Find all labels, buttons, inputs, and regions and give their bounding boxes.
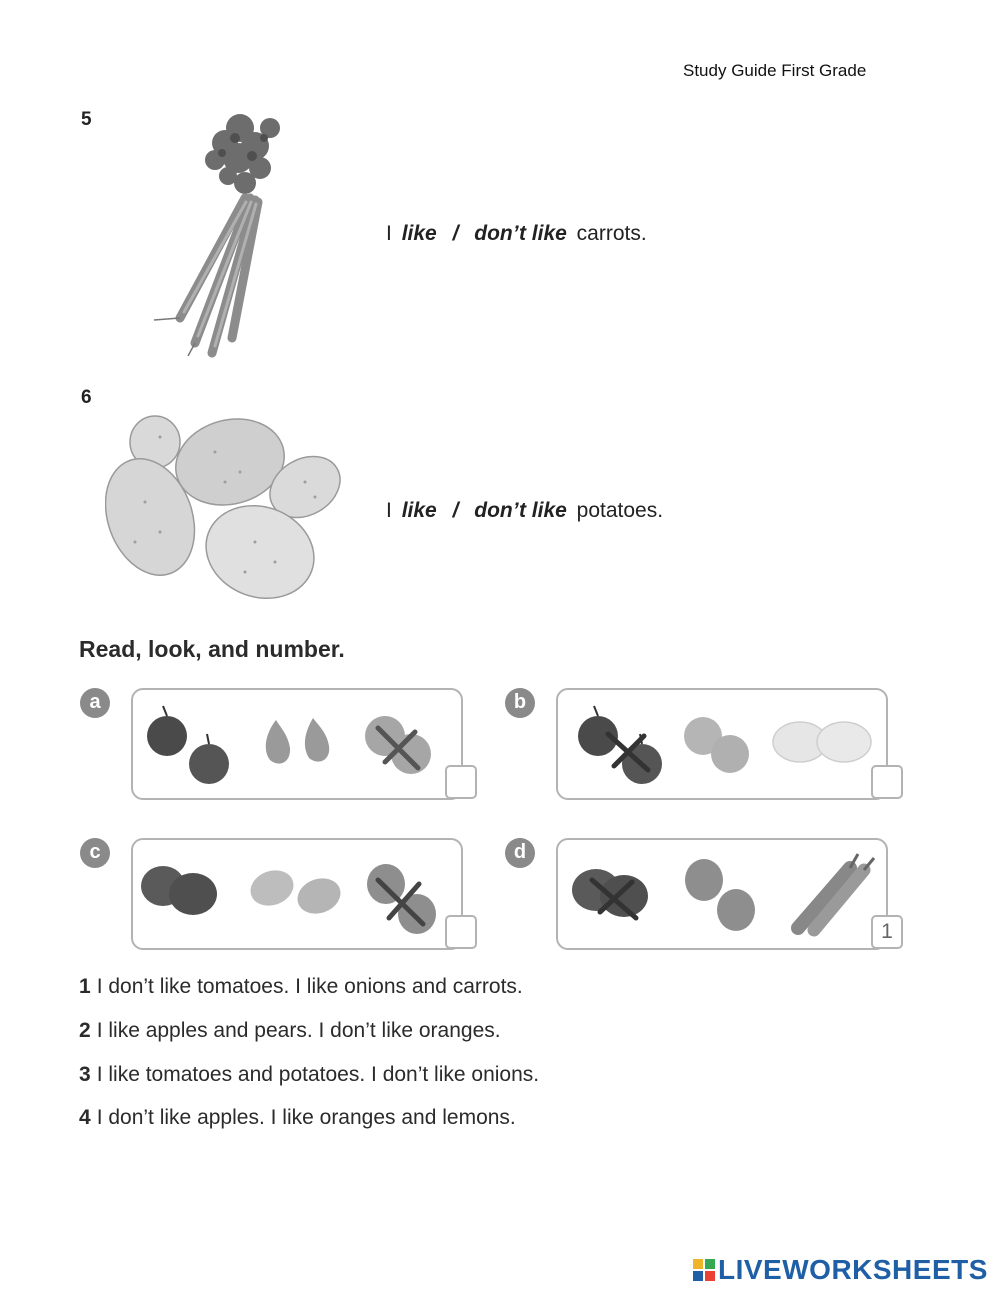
apples-pears-oranges-crossed — [133, 690, 461, 798]
liveworksheets-logo[interactable] — [693, 1254, 988, 1286]
object-word: potatoes. — [576, 499, 664, 522]
sentence-6 — [386, 499, 663, 523]
logo-mark-icon — [693, 1259, 715, 1281]
question-number-6: 6 — [81, 387, 92, 408]
logo-text: LIVEWORKSHEETS — [718, 1254, 988, 1285]
pronoun: I — [386, 499, 392, 522]
pronoun: I — [386, 222, 392, 245]
tomatoes-potatoes-onions-crossed — [133, 840, 461, 948]
exercise-instruction: Read, look, and number. — [79, 636, 345, 662]
panel-c — [131, 838, 463, 950]
sentence-text: I don’t like tomatoes. I like onions and carrots. — [96, 975, 523, 998]
answer-box-b[interactable] — [871, 765, 903, 799]
sentence-5 — [386, 222, 647, 246]
answer-box-c[interactable] — [445, 915, 477, 949]
carrots-image — [140, 98, 320, 360]
panel-d — [556, 838, 888, 950]
sentence-text: I like apples and pears. I don’t like oranges. — [96, 1019, 501, 1042]
sentence-1 — [79, 975, 523, 999]
sentence-number: 4 — [79, 1106, 91, 1129]
panel-a — [131, 688, 463, 800]
panel-letter-a: a — [80, 688, 110, 718]
object-word: carrots. — [576, 222, 647, 245]
option-like-6[interactable]: like — [401, 499, 437, 522]
answer-box-a[interactable] — [445, 765, 477, 799]
panel-letter-c: c — [80, 838, 110, 868]
sentence-2 — [79, 1019, 501, 1043]
sentence-number: 1 — [79, 975, 91, 998]
option-dont-like-6[interactable]: don’t like — [474, 499, 567, 522]
answer-box-d[interactable]: 1 — [871, 915, 903, 949]
sentence-4 — [79, 1106, 516, 1130]
sentence-number: 3 — [79, 1063, 91, 1086]
panel-b — [556, 688, 888, 800]
sentence-text: I like tomatoes and potatoes. I don’t like onions. — [96, 1063, 540, 1086]
panel-letter-d: d — [505, 838, 535, 868]
page-header: Study Guide First Grade — [683, 61, 867, 80]
option-like-5[interactable]: like — [401, 222, 437, 245]
apples-crossed-oranges-lemons — [558, 690, 886, 798]
panel-letter-b: b — [505, 688, 535, 718]
option-dont-like-5[interactable]: don’t like — [474, 222, 567, 245]
sentence-3 — [79, 1063, 539, 1087]
slash: / — [452, 222, 459, 245]
sentence-text: I don’t like apples. I like oranges and lemons. — [96, 1106, 516, 1129]
potatoes-image — [105, 412, 350, 607]
question-number-5: 5 — [81, 109, 92, 130]
tomatoes-crossed-onions-carrots — [558, 840, 886, 948]
slash: / — [452, 499, 459, 522]
sentence-number: 2 — [79, 1019, 91, 1042]
